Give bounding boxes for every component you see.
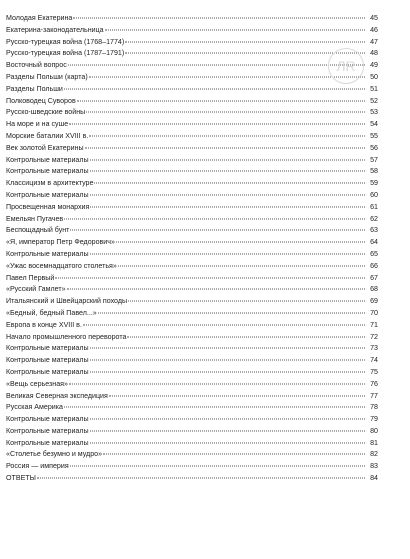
toc-entry-title: Восточный вопрос xyxy=(6,61,67,70)
toc-entry xyxy=(6,237,378,249)
toc-entry-page-number: 52 xyxy=(370,96,378,105)
toc-entry xyxy=(6,473,378,485)
toc-entry-title: Контрольные материалы xyxy=(6,249,89,258)
dot-leader xyxy=(94,183,365,184)
toc-entry-page-number: 69 xyxy=(370,297,378,306)
toc-entry-page-number: 67 xyxy=(370,273,378,282)
toc-entry xyxy=(6,84,378,96)
toc-entry-page-number: 54 xyxy=(370,120,378,129)
toc-entry xyxy=(6,72,378,84)
toc-entry xyxy=(6,37,378,49)
toc-entry-page-number: 48 xyxy=(370,49,378,58)
toc-entry-title: Европа в конце XVIII в. xyxy=(6,320,82,329)
dot-leader xyxy=(70,230,365,231)
dot-leader xyxy=(77,100,365,101)
toc-entry xyxy=(6,249,378,261)
toc-entry-title: Емельян Пугачев xyxy=(6,214,64,223)
dot-leader xyxy=(64,407,365,408)
toc-entry-page-number: 51 xyxy=(370,84,378,93)
dot-leader xyxy=(90,159,365,160)
dot-leader xyxy=(86,112,365,113)
toc-entry-title: Россия — империя xyxy=(6,462,69,471)
toc-entry-title: Контрольные материалы xyxy=(6,155,89,164)
dot-leader xyxy=(90,430,365,431)
dot-leader xyxy=(125,41,365,42)
toc-entry-title: «Вещь серьезная» xyxy=(6,379,68,388)
toc-entry-page-number: 46 xyxy=(370,25,378,34)
toc-entry xyxy=(6,202,378,214)
toc-entry xyxy=(6,261,378,273)
toc-entry-page-number: 65 xyxy=(370,249,378,258)
toc-entry xyxy=(6,438,378,450)
toc-entry-title: Контрольные материалы xyxy=(6,367,89,376)
toc-entry-page-number: 83 xyxy=(370,462,378,471)
toc-entry-page-number: 63 xyxy=(370,226,378,235)
toc-entry xyxy=(6,25,378,37)
dot-leader xyxy=(90,194,365,195)
toc-entry xyxy=(6,449,378,461)
toc-entry-page-number: 62 xyxy=(370,214,378,223)
dot-leader xyxy=(68,65,365,66)
toc-entry xyxy=(6,355,378,367)
toc-entry-page-number: 64 xyxy=(370,238,378,247)
toc-entry-page-number: 45 xyxy=(370,14,378,22)
toc-entry xyxy=(6,296,378,308)
toc-entry xyxy=(6,367,378,379)
dot-leader xyxy=(105,29,365,30)
table-of-contents xyxy=(6,13,378,485)
toc-entry xyxy=(6,391,378,403)
toc-entry-title: Разделы Польши (карта) xyxy=(6,72,88,81)
dot-leader xyxy=(89,135,365,136)
toc-entry-title: «Русский Гамлет» xyxy=(6,285,66,294)
toc-entry-title: «Бедный, бедный Павел...» xyxy=(6,308,97,317)
dot-leader xyxy=(90,253,365,254)
toc-entry-page-number: 58 xyxy=(370,167,378,176)
toc-entry-title: «Столетье безумно и мудро» xyxy=(6,450,103,459)
dot-leader xyxy=(90,371,365,372)
toc-entry-page-number: 50 xyxy=(370,72,378,81)
dot-leader xyxy=(118,265,365,266)
toc-entry-title: Полководец Суворов xyxy=(6,96,76,105)
toc-entry xyxy=(6,225,378,237)
toc-entry-page-number: 75 xyxy=(370,367,378,376)
toc-entry xyxy=(6,48,378,60)
toc-entry xyxy=(6,60,378,72)
dot-leader xyxy=(116,242,365,243)
toc-entry-page-number: 71 xyxy=(370,320,378,329)
dot-leader xyxy=(73,18,365,19)
toc-entry-page-number: 56 xyxy=(370,143,378,152)
dot-leader xyxy=(128,301,365,302)
toc-entry xyxy=(6,379,378,391)
toc-entry xyxy=(6,332,378,344)
toc-entry-page-number: 77 xyxy=(370,391,378,400)
dot-leader xyxy=(109,395,365,396)
toc-entry xyxy=(6,13,378,25)
dot-leader xyxy=(64,218,365,219)
toc-entry-title: Контрольные материалы xyxy=(6,415,89,424)
toc-entry-title: Русско-турецкая война (1787–1791) xyxy=(6,49,125,58)
toc-entry-page-number: 79 xyxy=(370,415,378,424)
toc-entry-title: Беспощадный бунт xyxy=(6,226,70,235)
toc-entry-title: Контрольные материалы xyxy=(6,438,89,447)
dot-leader xyxy=(64,88,365,89)
dot-leader xyxy=(69,383,365,384)
toc-entry xyxy=(6,119,378,131)
toc-entry-title: Русско-шведские войны xyxy=(6,108,86,117)
toc-entry xyxy=(6,107,378,119)
dot-leader xyxy=(90,348,365,349)
dot-leader xyxy=(69,124,365,125)
dot-leader xyxy=(90,206,365,207)
toc-entry-title: Контрольные материалы xyxy=(6,190,89,199)
toc-entry-title: Итальянский и Швейцарский походы xyxy=(6,297,128,306)
toc-entry xyxy=(6,284,378,296)
toc-entry-page-number: 72 xyxy=(370,332,378,341)
toc-entry xyxy=(6,402,378,414)
toc-entry-title: Век золотой Екатерины xyxy=(6,143,84,152)
dot-leader xyxy=(83,324,365,325)
toc-entry xyxy=(6,461,378,473)
toc-entry-page-number: 49 xyxy=(370,61,378,70)
toc-entry-page-number: 57 xyxy=(370,155,378,164)
toc-entry-page-number: 66 xyxy=(370,261,378,270)
toc-entry xyxy=(6,308,378,320)
dot-leader xyxy=(103,454,365,455)
dot-leader xyxy=(67,289,365,290)
toc-entry xyxy=(6,166,378,178)
toc-entry-title: Контрольные материалы xyxy=(6,426,89,435)
toc-entry-page-number: 80 xyxy=(370,426,378,435)
toc-entry xyxy=(6,96,378,108)
toc-entry-title: Морские баталии XVIII в. xyxy=(6,131,89,140)
toc-entry-title: «Ужас восемнадцатого столетья» xyxy=(6,261,117,270)
toc-entry-page-number: 82 xyxy=(370,450,378,459)
toc-entry-page-number: 81 xyxy=(370,438,378,447)
toc-entry-title: Контрольные материалы xyxy=(6,167,89,176)
toc-entry-page-number: 53 xyxy=(370,108,378,117)
toc-entry-title: Русская Америка xyxy=(6,403,63,412)
dot-leader xyxy=(90,442,365,443)
toc-entry-page-number: 47 xyxy=(370,37,378,46)
toc-entry-title: Великая Северная экспедиция xyxy=(6,391,108,400)
dot-leader xyxy=(90,171,365,172)
toc-entry-title: На море и на суше xyxy=(6,120,69,129)
toc-entry-page-number: 76 xyxy=(370,379,378,388)
toc-entry-title: Классицизм в архитектуре xyxy=(6,179,94,188)
toc-entry-title: Екатерина-законодательница xyxy=(6,25,104,34)
toc-entry-title: ОТВЕТЫ xyxy=(6,474,36,483)
toc-entry-page-number: 59 xyxy=(370,179,378,188)
toc-entry-title: Разделы Польши xyxy=(6,84,63,93)
toc-entry-page-number: 78 xyxy=(370,403,378,412)
toc-entry xyxy=(6,214,378,226)
dot-leader xyxy=(90,360,365,361)
toc-entry-page-number: 61 xyxy=(370,202,378,211)
dot-leader xyxy=(37,478,365,479)
toc-entry-title: Контрольные материалы xyxy=(6,356,89,365)
toc-entry-title: Русско-турецкая война (1768–1774) xyxy=(6,37,125,46)
toc-entry xyxy=(6,320,378,332)
toc-entry xyxy=(6,178,378,190)
toc-entry-title: Просвещенная монархия xyxy=(6,202,90,211)
watermark-stamp: ЛR xyxy=(328,48,364,84)
dot-leader xyxy=(98,312,365,313)
toc-entry xyxy=(6,414,378,426)
toc-entry xyxy=(6,426,378,438)
toc-entry-page-number: 55 xyxy=(370,131,378,140)
toc-entry-page-number: 73 xyxy=(370,344,378,353)
toc-entry-title: Павел Первый xyxy=(6,273,55,282)
toc-entry xyxy=(6,190,378,202)
dot-leader xyxy=(55,277,365,278)
toc-entry-page-number: 70 xyxy=(370,308,378,317)
toc-entry-title: «Я, император Петр Федорович» xyxy=(6,238,115,247)
toc-entry xyxy=(6,131,378,143)
dot-leader xyxy=(125,53,365,54)
toc-entry-page-number: 60 xyxy=(370,190,378,199)
toc-entry xyxy=(6,273,378,285)
toc-entry xyxy=(6,155,378,167)
dot-leader xyxy=(90,419,365,420)
toc-entry-page-number: 74 xyxy=(370,356,378,365)
dot-leader xyxy=(127,336,365,337)
dot-leader xyxy=(70,466,365,467)
toc-entry-title: Молодая Екатерина xyxy=(6,14,73,22)
dot-leader xyxy=(89,76,365,77)
toc-entry-title: Контрольные материалы xyxy=(6,344,89,353)
toc-entry xyxy=(6,143,378,155)
toc-entry-title: Начало промышленного переворота xyxy=(6,332,127,341)
dot-leader xyxy=(85,147,365,148)
toc-entry-page-number: 84 xyxy=(370,474,378,483)
toc-entry xyxy=(6,343,378,355)
toc-entry-page-number: 68 xyxy=(370,285,378,294)
